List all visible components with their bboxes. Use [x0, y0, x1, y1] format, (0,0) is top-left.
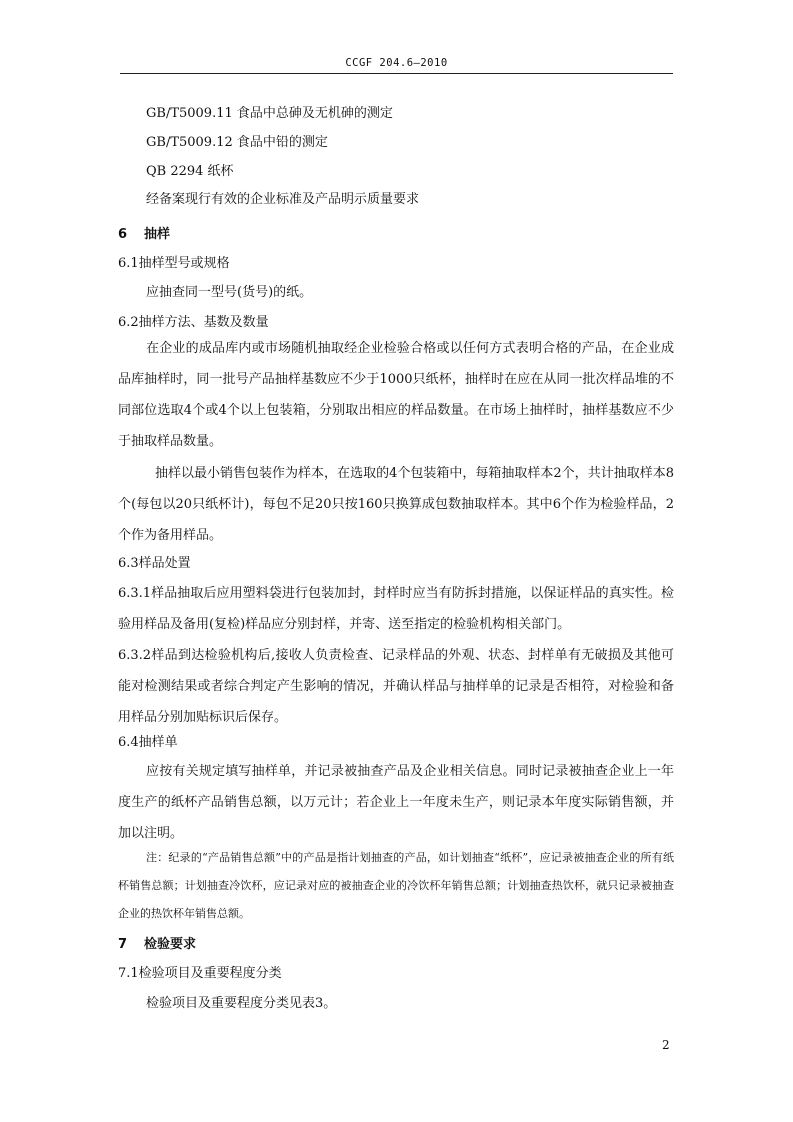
section-6-number: 6 [118, 227, 128, 242]
section-6-title: 抽样 [144, 227, 171, 242]
section-7-number: 7 [118, 937, 128, 952]
section-6-2-paragraph-1: 在企业的成品库内或市场随机抽取经企业检验合格或以任何方式表明合格的产品，在企业成品库抽样时，同一批号产品抽样基数应不少于1000只纸杯，抽样时在应在从同一批次样品堆的不同部位选取4个或4个以上包装箱，分别取出相应的样品数量。在市场上抽样时，抽样基数应不少于抽取样品数量。 [118, 341, 674, 449]
section-6-4-heading: 6.4抽样单 [118, 735, 178, 750]
section-6-4-body: 应按有关规定填写抽样单，并记录被抽查产品及企业相关信息。同时记录被抽查企业上一年度生产的纸杯产品销售总额，以万元计；若企业上一年度未生产，则记录本年度实际销售额，并加以注明。 [118, 764, 674, 841]
section-6-2-heading: 6.2抽样方法、基数及数量 [118, 315, 269, 330]
section-7-1-body: 检验项目及重要程度分类见表3。 [146, 996, 337, 1011]
header-rule [120, 73, 673, 74]
document-code-header: CCGF 204.6—2010 [345, 57, 448, 69]
reference-qb2294: QB 2294 纸杯 [146, 164, 234, 179]
section-7-title: 检验要求 [144, 937, 197, 952]
reference-gb5009-11: GB/T5009.11 食品中总砷及无机砷的测定 [146, 106, 393, 121]
section-6-2-paragraph-2: 抽样以最小销售包装作为样本，在选取的4个包装箱中，每箱抽取样本2个，共计抽取样本8个(每包以20只纸杯计)，每包不足20只按160只换算成包数抽取样本。其中6个作为检验样品，2个作为备用样品。 [118, 466, 674, 543]
reference-enterprise-standard: 经备案现行有效的企业标准及产品明示质量要求 [146, 192, 420, 207]
section-6-3-2-paragraph: 6.3.2样品到达检验机构后,接收人负责检查、记录样品的外观、状态、封样单有无破损及其他可能对检测结果或者综合判定产生影响的情况，并确认样品与抽样单的记录是否相符，对检验和备用样品分别加贴标识后保存。 [118, 648, 674, 725]
section-7-heading [118, 934, 196, 956]
section-6-1-body: 应抽查同一型号(货号)的纸。 [146, 285, 313, 300]
section-7-1-heading: 7.1检验项目及重要程度分类 [118, 966, 282, 981]
note-paragraph: 注：纪录的“产品销售总额”中的产品是指计划抽查的产品，如计划抽查“纸杯”，应记录被抽查企业的所有纸杯销售总额；计划抽查冷饮杯，应记录对应的被抽查企业的冷饮杯年销售总额；计划抽查热饮杯，就只记录被抽查企业的热饮杯年销售总额。 [118, 851, 674, 920]
section-6-1-heading: 6.1抽样型号或规格 [118, 256, 230, 271]
section-6-3-1-paragraph: 6.3.1样品抽取后应用塑料袋进行包装加封，封样时应当有防拆封措施，以保证样品的真实性。检验用样品及备用(复检)样品应分别封样，并寄、送至指定的检验机构相关部门。 [118, 586, 674, 632]
section-6-heading [118, 224, 170, 246]
page-number: 2 [662, 1038, 670, 1052]
reference-gb5009-12: GB/T5009.12 食品中铅的测定 [146, 135, 328, 150]
section-6-3-heading: 6.3样品处置 [118, 556, 191, 571]
